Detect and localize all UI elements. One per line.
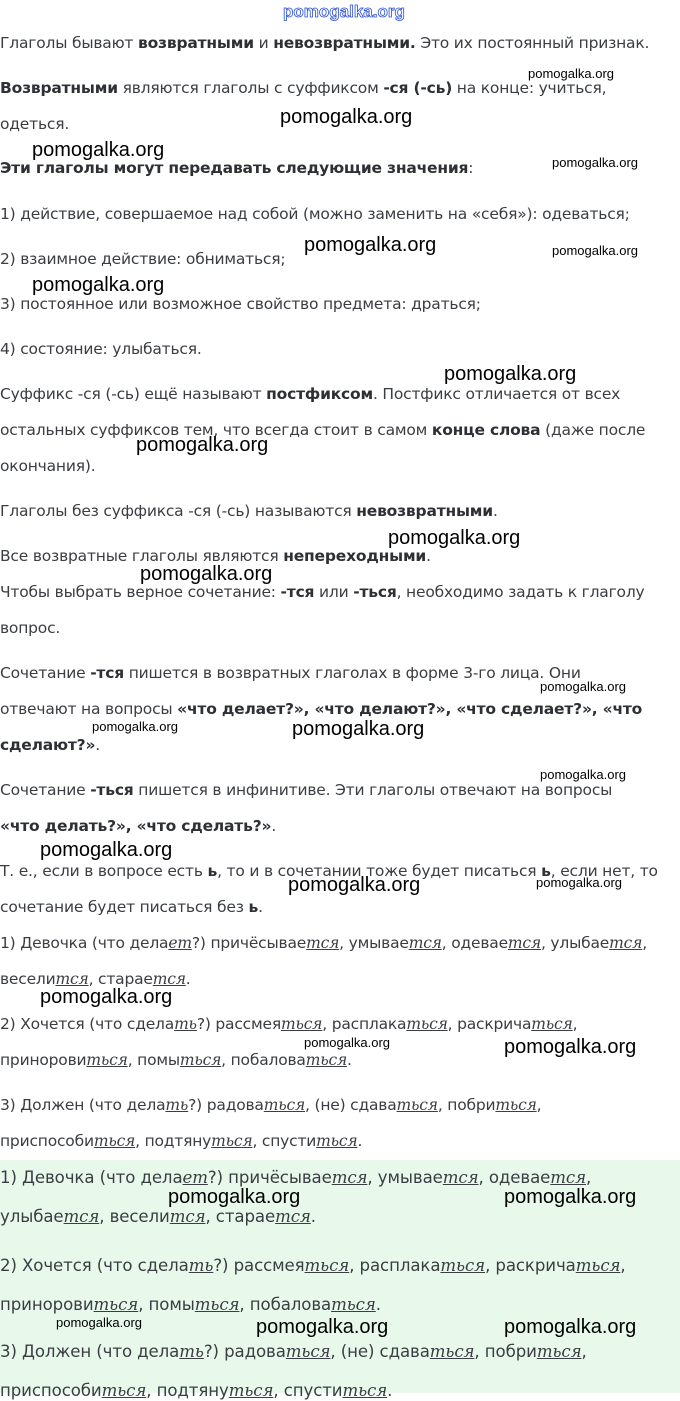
text-span: .: [271, 817, 277, 835]
text-span: , раскрича: [485, 1256, 576, 1275]
bold-term: конце слова: [431, 421, 541, 439]
text-span: принорови: [0, 1295, 94, 1314]
watermark: pomogalka.org: [304, 234, 437, 256]
ending-highlight: ться: [305, 1051, 348, 1069]
bold-term: -тся: [280, 583, 315, 601]
text-line: [0, 897, 680, 917]
bold-term: постфиксом: [266, 385, 373, 403]
text-span: , старае: [88, 970, 153, 988]
text-span: , побалова: [239, 1295, 332, 1314]
ending-highlight: ться: [429, 1342, 475, 1361]
ending-highlight: ться: [285, 1342, 331, 1361]
text-span: , подтяну: [135, 1132, 212, 1150]
text-span: ,: [620, 1256, 626, 1275]
text-line: [0, 1295, 680, 1315]
text-span: одеться.: [0, 115, 70, 133]
watermark: pomogalka.org: [552, 243, 638, 258]
bold-term: Возвратными: [0, 79, 118, 97]
text-span: ?) причёсывае: [207, 1168, 332, 1187]
text-span: ?) радова: [203, 1342, 286, 1361]
watermark: pomogalka.org: [136, 434, 269, 456]
text-line: [0, 33, 680, 53]
text-span: , если нет, то: [550, 862, 658, 880]
watermark: pomogalka.org: [540, 767, 626, 782]
text-span: .: [426, 547, 431, 565]
watermark: pomogalka.org: [504, 1036, 637, 1058]
ending-highlight: ться: [575, 1256, 621, 1275]
text-span: Это их постоянный признак.: [415, 34, 650, 52]
text-line: [0, 780, 680, 800]
ending-highlight: тся: [550, 1168, 586, 1187]
bold-term: непереходными: [283, 547, 427, 565]
text-span: Сочетание: [0, 664, 91, 682]
text-line: [0, 582, 680, 602]
watermark: pomogalka.org: [444, 363, 577, 385]
bold-term: ь: [248, 898, 259, 916]
text-span: окончания).: [0, 457, 96, 475]
bold-term: Эти глаголы могут передавать следующие значения: [0, 159, 469, 177]
watermark: pomogalka.org: [292, 718, 425, 740]
text-span: сочетание будет писаться без: [0, 898, 249, 916]
ending-highlight: ться: [86, 1051, 128, 1069]
text-span: ,: [536, 1096, 542, 1114]
text-span: Глаголы без суффикса -ся (-сь) называются: [0, 502, 357, 520]
text-span: 4) состояние: улыбаться.: [0, 340, 202, 358]
watermark: pomogalka.org: [536, 875, 622, 890]
bold-term: сделают?»: [0, 736, 96, 754]
watermark: pomogalka.org: [56, 1315, 142, 1330]
text-span: .: [185, 970, 191, 988]
watermark: pomogalka.org: [32, 274, 165, 296]
ending-highlight: ться: [228, 1381, 274, 1400]
text-span: , то и в сочетании тоже будет писаться: [217, 862, 542, 880]
text-line: [0, 1168, 680, 1188]
text-span: весели: [0, 970, 56, 988]
text-span: .: [492, 502, 498, 520]
text-span: , умывае: [339, 934, 409, 952]
ending-highlight: ться: [194, 1295, 240, 1314]
text-span: , помы: [127, 1051, 180, 1069]
text-line: [0, 78, 680, 98]
text-line: [0, 933, 680, 953]
text-span: ?) радова: [188, 1096, 264, 1114]
text-span: приспособи: [0, 1132, 94, 1150]
text-span: .: [310, 1207, 316, 1226]
ending-highlight: ться: [440, 1256, 486, 1275]
bold-term: невозвратными: [356, 502, 493, 520]
text-span: .: [95, 736, 101, 754]
ending-highlight: ться: [93, 1295, 139, 1314]
text-span: вопрос.: [0, 619, 61, 637]
text-span: , помы: [138, 1295, 195, 1314]
text-span: , побри: [437, 1096, 496, 1114]
bold-term: -тся: [90, 664, 124, 682]
ending-highlight: тся: [442, 1168, 479, 1187]
text-span: , умывае: [367, 1168, 443, 1187]
text-span: Т. е., если в вопросе есть: [0, 862, 208, 880]
text-line: [0, 1095, 680, 1115]
text-span: , раскрича: [447, 1015, 532, 1033]
text-span: пишется в инфинитиве. Эти глаголы отвечают на вопросы: [133, 781, 613, 799]
bold-term: -ться: [353, 583, 397, 601]
text-span: 2) Хочется (что сдела: [0, 1015, 175, 1033]
bold-term: -ся (-сь): [383, 79, 453, 97]
text-span: ?) рассмея: [196, 1015, 281, 1033]
text-span: 1) Девочка (что дела: [0, 1168, 183, 1187]
watermark: pomogalka.org: [504, 1316, 637, 1338]
text-span: , расплака: [322, 1015, 407, 1033]
ending-highlight: тся: [152, 970, 186, 988]
ending-highlight: тся: [331, 1168, 368, 1187]
watermark: pomogalka.org: [92, 719, 178, 734]
text-span: 2) Хочется (что сдела: [0, 1256, 189, 1275]
text-span: 3) постоянное или возможное свойство предмета: драться;: [0, 295, 481, 313]
watermark: pomogalka.org: [540, 679, 626, 694]
watermark: pomogalka.org: [40, 986, 173, 1008]
watermark: pomogalka.org: [304, 1035, 390, 1050]
ending-highlight: тся: [306, 934, 340, 952]
text-span: улыбае: [0, 1207, 64, 1226]
text-span: , расплака: [349, 1256, 441, 1275]
text-span: , одевае: [478, 1168, 551, 1187]
text-span: ,: [581, 1342, 587, 1361]
watermark: pomogalka.org: [256, 1316, 389, 1338]
watermark: pomogalka.org: [40, 839, 173, 861]
text-span: 3) Должен (что дела: [0, 1096, 166, 1114]
ending-highlight: тся: [63, 1207, 100, 1226]
bold-term: ь: [541, 862, 551, 880]
ending-highlight: ться: [331, 1295, 376, 1314]
text-span: , одевае: [441, 934, 508, 952]
watermark: pomogalka.org: [504, 1186, 637, 1208]
watermark: pomogalka.org: [288, 874, 421, 896]
ending-highlight: ться: [179, 1051, 222, 1069]
text-line: [0, 1131, 680, 1151]
ending-highlight: ть: [165, 1096, 189, 1114]
ending-highlight: ет: [168, 934, 192, 952]
text-span: 1) Девочка (что дела: [0, 934, 169, 952]
text-span: , побри: [474, 1342, 537, 1361]
watermark: pomogalka.org: [280, 106, 413, 128]
text-span: отвечают на вопросы: [0, 700, 178, 718]
text-span: . Постфикс отличается от всех: [372, 385, 621, 403]
ending-highlight: ть: [174, 1015, 197, 1033]
text-span: , (не) сдава: [305, 1096, 397, 1114]
text-span: , весели: [99, 1207, 170, 1226]
text-line: [0, 1256, 680, 1276]
ending-highlight: ться: [280, 1015, 323, 1033]
bold-term: -ться: [90, 781, 134, 799]
ending-highlight: ться: [101, 1381, 147, 1400]
text-span: Суффикс -ся (-сь) ещё называют: [0, 385, 267, 403]
bold-term: возвратными: [138, 34, 254, 52]
text-span: ?) рассмея: [213, 1256, 305, 1275]
text-span: :: [468, 159, 474, 177]
text-span: (даже после: [540, 421, 646, 439]
watermark: pomogalka.org: [140, 563, 273, 585]
text-span: или: [314, 583, 354, 601]
text-span: , спусти: [273, 1381, 343, 1400]
text-span: и: [253, 34, 274, 52]
text-line: [0, 1381, 680, 1401]
text-line: [0, 1207, 680, 1227]
text-line: [0, 1342, 680, 1362]
ending-highlight: ться: [531, 1015, 573, 1033]
ending-highlight: ть: [179, 1342, 204, 1361]
ending-highlight: ться: [406, 1015, 448, 1033]
text-span: Глаголы бывают: [0, 34, 138, 52]
bold-term: ь: [207, 862, 218, 880]
text-span: , старае: [205, 1207, 276, 1226]
text-line: [0, 699, 680, 719]
text-span: ,: [572, 1015, 578, 1033]
text-span: , (не) сдава: [330, 1342, 430, 1361]
text-span: , подтяну: [146, 1381, 229, 1400]
text-span: .: [375, 1295, 381, 1314]
text-span: , улыбае: [540, 934, 610, 952]
text-line: [0, 339, 680, 359]
text-span: 2) взаимное действие: обниматься;: [0, 250, 286, 268]
text-span: являются глаголы с суффиксом: [117, 79, 384, 97]
text-span: .: [387, 1381, 393, 1400]
watermark: pomogalka.org: [552, 155, 638, 170]
text-span: , необходимо задать к глаголу: [396, 583, 645, 601]
text-span: ,: [585, 1168, 592, 1187]
text-line: [0, 501, 680, 521]
ending-highlight: ть: [188, 1256, 214, 1275]
ending-highlight: ться: [316, 1132, 358, 1150]
text-line: [0, 816, 680, 836]
bold-term: «что делает?», «что делают?», «что сделает?», «что: [177, 700, 643, 718]
text-line: [0, 294, 680, 314]
ending-highlight: ться: [396, 1096, 438, 1114]
text-line: [0, 546, 680, 566]
text-span: 3) Должен (что дела: [0, 1342, 180, 1361]
text-line: [0, 204, 680, 224]
text-line: [0, 420, 680, 440]
watermark: pomogalka.org: [168, 1186, 301, 1208]
text-span: пишется в возвратных глаголах в форме 3-го лица. Они: [123, 664, 581, 682]
text-span: .: [357, 1132, 363, 1150]
text-line: [0, 618, 680, 638]
text-span: .: [258, 898, 263, 916]
text-span: 1) действие, совершаемое над собой (можно заменить на «себя»): одеваться;: [0, 205, 630, 223]
text-span: принорови: [0, 1051, 87, 1069]
text-line: [0, 456, 680, 476]
text-span: на конце: учиться,: [452, 79, 607, 97]
text-span: остальных суффиксов тем, что всегда стоит в самом: [0, 421, 432, 439]
text-span: ,: [642, 934, 647, 952]
ending-highlight: ться: [304, 1256, 350, 1275]
ending-highlight: тся: [55, 970, 89, 988]
watermark: pomogalka.org: [32, 139, 165, 161]
bold-term: невозвратными.: [273, 34, 416, 52]
ending-highlight: тся: [169, 1207, 206, 1226]
bold-term: «что делать?», «что сделать?»: [0, 817, 272, 835]
ending-highlight: ться: [211, 1132, 253, 1150]
ending-highlight: ться: [536, 1342, 582, 1361]
text-span: Все возвратные глаголы являются: [0, 547, 284, 565]
watermark: pomogalka.org: [528, 66, 614, 81]
text-span: ?) причёсывае: [191, 934, 307, 952]
ending-highlight: ться: [495, 1096, 537, 1114]
text-span: , спусти: [252, 1132, 317, 1150]
ending-highlight: ет: [182, 1168, 208, 1187]
site-link[interactable]: pomogalka.org: [283, 2, 405, 21]
watermark: pomogalka.org: [388, 527, 521, 549]
text-span: .: [347, 1051, 352, 1069]
ending-highlight: ться: [263, 1096, 306, 1114]
ending-highlight: тся: [408, 934, 442, 952]
text-span: , побалова: [221, 1051, 306, 1069]
ending-highlight: тся: [275, 1207, 311, 1226]
text-span: Чтобы выбрать верное сочетание:: [0, 583, 281, 601]
ending-highlight: ться: [93, 1132, 136, 1150]
ending-highlight: тся: [507, 934, 541, 952]
text-span: приспособи: [0, 1381, 102, 1400]
text-line: [0, 1014, 680, 1034]
ending-highlight: ться: [342, 1381, 388, 1400]
text-line: [0, 384, 680, 404]
text-span: Сочетание: [0, 781, 91, 799]
ending-highlight: тся: [609, 934, 643, 952]
